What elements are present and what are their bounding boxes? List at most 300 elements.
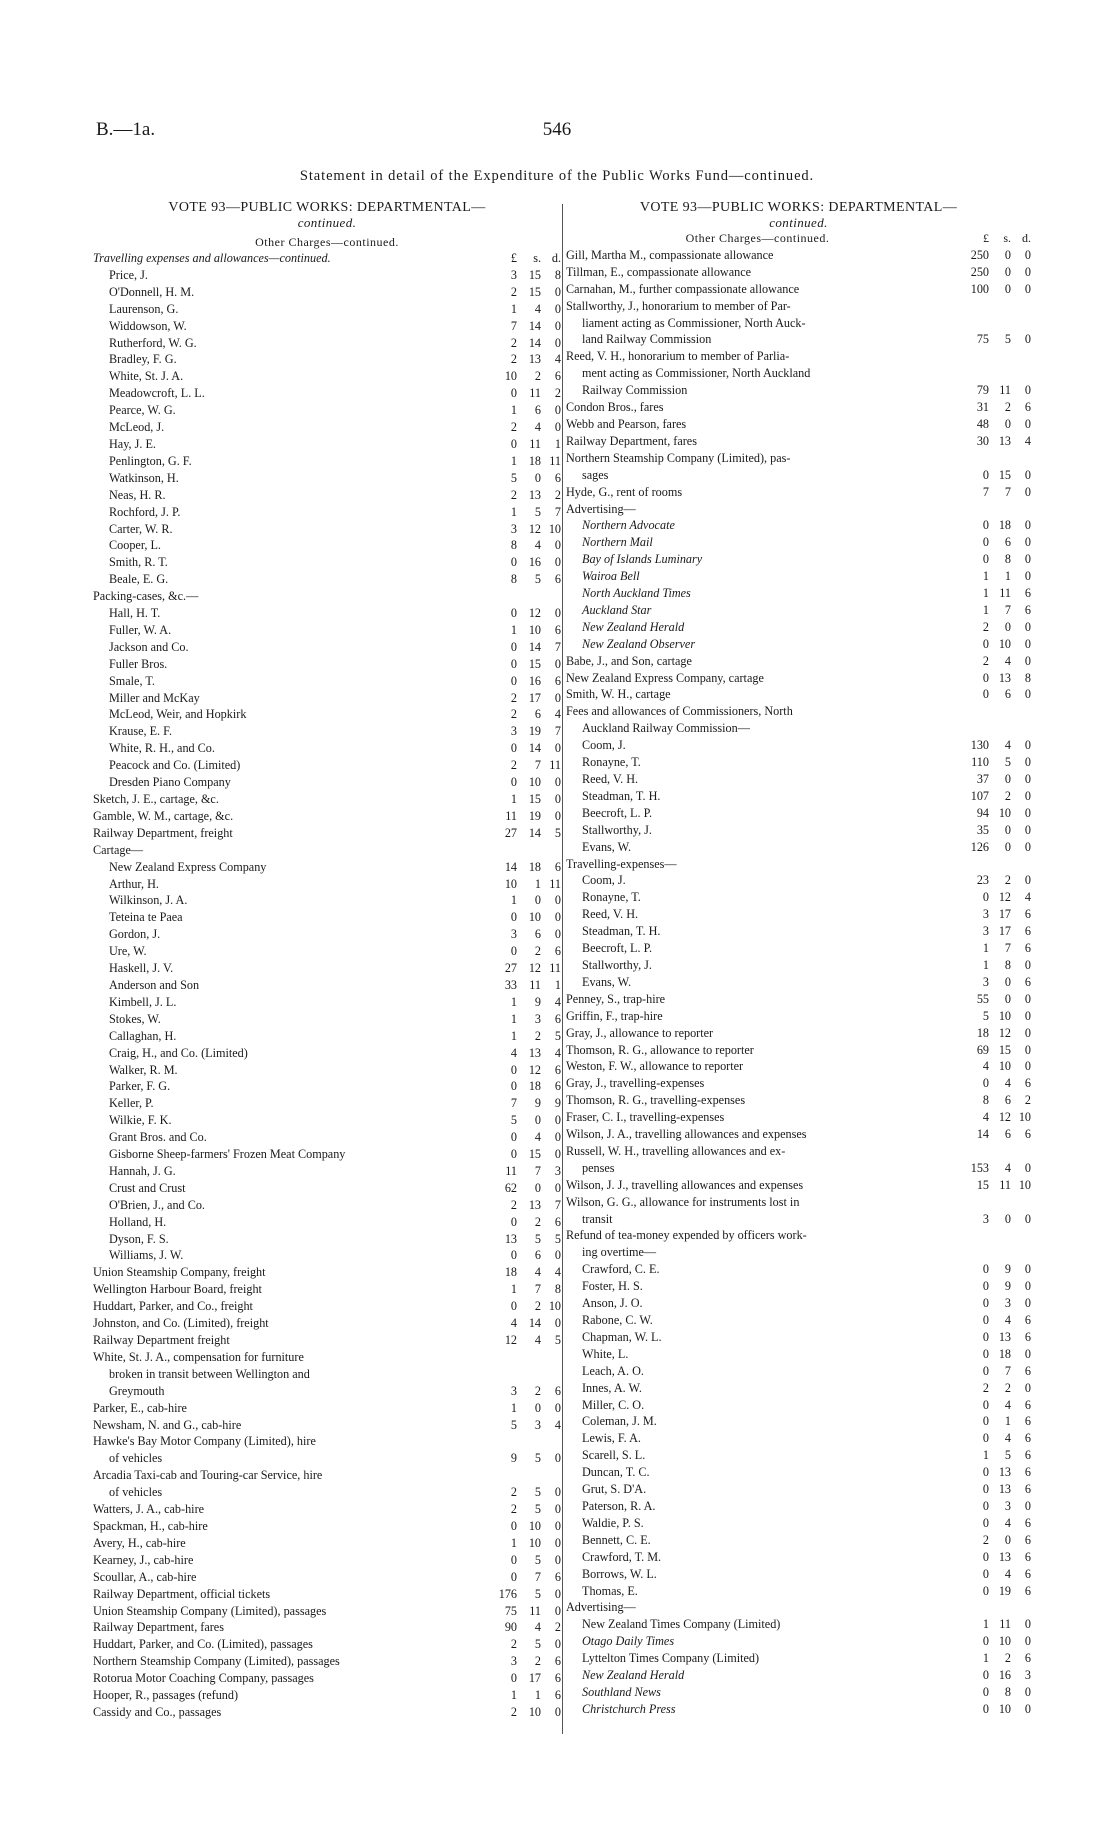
entry-amount	[949, 1616, 1031, 1633]
amount-shillings: 4	[534, 1620, 541, 1635]
amount-pence: 11	[549, 758, 561, 773]
amount-pence: 6	[1024, 1583, 1031, 1598]
ledger-entry	[93, 554, 561, 571]
amount-pounds: 1	[982, 602, 989, 617]
entry-amount	[949, 636, 1031, 653]
ledger-entry	[93, 690, 561, 707]
amount-pence: 0	[1024, 1634, 1031, 1649]
entry-description: Teteina te Paea	[109, 910, 183, 925]
amount-pounds: 153	[970, 1160, 989, 1175]
amount-shillings: 8	[1004, 552, 1011, 567]
amount-pounds: 12	[504, 1333, 517, 1347]
entry-amount	[473, 554, 561, 571]
ledger-entry	[93, 639, 561, 656]
amount-shillings: 13	[998, 1465, 1011, 1480]
entry-description: Kimbell, J. L.	[109, 994, 177, 1009]
amount-pence: 4	[554, 352, 561, 367]
amount-shillings: 18	[528, 859, 541, 874]
amount-pence: 2	[1024, 1093, 1031, 1108]
entry-amount	[473, 1028, 561, 1045]
amount-pounds: 37	[976, 772, 989, 786]
amount-pence: 0	[1024, 839, 1031, 854]
ledger-entry	[566, 737, 1031, 754]
amount-pounds: 0	[982, 552, 989, 567]
ledger-entry	[93, 402, 561, 419]
amount-pence: 0	[1024, 1617, 1031, 1632]
entry-description: Callaghan, H.	[109, 1028, 177, 1043]
amount-pounds: 0	[982, 1482, 989, 1497]
entry-description: Sketch, J. E., cartage, &c.	[93, 792, 219, 806]
entry-amount	[473, 859, 561, 876]
entry-amount	[949, 281, 1031, 298]
amount-shillings: 6	[1004, 687, 1011, 702]
amount-pounds: 1	[510, 403, 517, 418]
right-subheading-row	[566, 230, 1031, 247]
entry-amount	[949, 754, 1031, 771]
ledger-entry	[566, 1261, 1031, 1278]
amount-pounds: 0	[982, 467, 989, 482]
amount-pounds: 0	[982, 1313, 989, 1327]
amount-pounds: 250	[970, 247, 989, 262]
ledger-entry	[566, 1413, 1031, 1430]
entry-amount	[949, 517, 1031, 534]
entry-description: Crawford, T. M.	[582, 1549, 662, 1564]
entry-amount	[949, 585, 1031, 602]
ledger-entry	[566, 1616, 1031, 1633]
amount-pence: 11	[549, 453, 561, 468]
amount-pence: 0	[554, 690, 561, 705]
left-column	[93, 200, 561, 1721]
ledger-entry	[566, 281, 1031, 298]
amount-pence: 6	[1024, 1549, 1031, 1564]
amount-pence: 6	[554, 470, 561, 485]
entry-description: Wilson, J. J., travelling allowances and expenses	[566, 1177, 804, 1192]
amount-pounds: 7	[982, 484, 989, 499]
amount-pence: 0	[1024, 264, 1031, 279]
left-vote-title: VOTE 93—PUBLIC WORKS: DEPARTMENTAL—	[168, 200, 486, 215]
ledger-entry	[566, 264, 1031, 281]
ledger-entry	[93, 1298, 561, 1315]
amount-shillings: 1	[1004, 569, 1011, 584]
ledger-entry	[566, 839, 1031, 856]
entry-description: Hooper, R., passages (refund)	[93, 1688, 239, 1703]
entry-description: Fees and allowances of Commissioners, North	[566, 704, 793, 719]
amount-shillings: 7	[534, 1163, 541, 1178]
amount-pounds: 0	[510, 1147, 517, 1162]
ledger-entry	[566, 1667, 1031, 1684]
entry-amount	[949, 1583, 1031, 1600]
amount-pounds: 27	[504, 961, 517, 976]
amount-pence: 6	[554, 1214, 561, 1229]
amount-shillings: 13	[528, 1197, 541, 1212]
entry-amount	[473, 791, 561, 808]
amount-pence: 0	[1024, 788, 1031, 803]
entry-amount	[949, 1413, 1031, 1430]
amount-pounds: 2	[510, 707, 517, 722]
entry-amount	[949, 1211, 1031, 1228]
entry-description: Gisborne Sheep-farmers' Frozen Meat Company	[109, 1147, 346, 1162]
amount-pounds: 0	[510, 1299, 517, 1314]
amount-pence: 6	[1024, 1532, 1031, 1547]
amount-shillings: 10	[998, 805, 1011, 820]
entry-amount	[949, 1058, 1031, 1075]
ledger-entry	[566, 1380, 1031, 1397]
amount-pence: 0	[1024, 1279, 1031, 1294]
amount-shillings: 4	[1004, 1431, 1011, 1446]
entry-description: Borrows, W. L.	[582, 1566, 657, 1581]
amount-shillings: 14	[528, 639, 541, 654]
amount-shillings: 5	[534, 1637, 541, 1652]
ledger-entry	[566, 720, 1031, 737]
entry-amount	[473, 1552, 561, 1569]
amount-pounds: 18	[504, 1265, 517, 1280]
amount-shillings: 18	[528, 453, 541, 468]
entry-amount	[949, 1397, 1031, 1414]
amount-pounds: 0	[982, 1634, 989, 1649]
amount-shillings: 3	[1004, 1498, 1011, 1513]
entry-description: Grant Bros. and Co.	[109, 1130, 207, 1145]
entry-description: penses	[582, 1160, 615, 1175]
amount-pence: 6	[554, 1383, 561, 1398]
entry-amount	[949, 1650, 1031, 1667]
amount-pence: 0	[554, 1316, 561, 1331]
entry-description: Cassidy and Co., passages	[93, 1704, 222, 1719]
amount-pence: 6	[1024, 1465, 1031, 1480]
amount-pounds: 27	[504, 825, 517, 840]
amount-pence: 0	[554, 335, 561, 350]
entry-amount	[473, 1687, 561, 1704]
entry-description: Northern Steamship Company (Limited), pas-	[566, 450, 791, 465]
ledger-entry	[566, 1109, 1031, 1126]
ledger-entry	[566, 788, 1031, 805]
amount-shillings: 4	[1004, 1076, 1011, 1091]
entry-description: Watkinson, H.	[109, 470, 179, 485]
amount-pounds: 8	[510, 572, 517, 587]
entry-description: Bradley, F. G.	[109, 352, 177, 367]
ledger-entry	[93, 487, 561, 504]
entry-amount	[949, 331, 1031, 348]
amount-shillings: 11	[529, 436, 541, 451]
entry-amount	[473, 926, 561, 943]
entry-amount	[473, 673, 561, 690]
amount-pounds: 2	[510, 758, 517, 773]
entry-description: Railway Department freight	[93, 1333, 230, 1347]
ledger-entry	[566, 534, 1031, 551]
amount-pence: 0	[1024, 1160, 1031, 1175]
ledger-entry	[93, 1653, 561, 1670]
entry-description: Thomson, R. G., allowance to reporter	[566, 1042, 754, 1057]
entry-description: Meadowcroft, L. L.	[109, 386, 205, 401]
entry-description: Christchurch Press	[582, 1701, 676, 1716]
ledger-entry	[93, 1636, 561, 1653]
entry-description: McLeod, Weir, and Hopkirk	[109, 707, 247, 722]
amount-pounds: 0	[982, 1668, 989, 1683]
entry-description: Reed, V. H.	[582, 772, 639, 786]
ledger-entry	[566, 670, 1031, 687]
entry-description: Gamble, W. M., cartage, &c.	[93, 808, 234, 823]
amount-pounds: 3	[510, 724, 517, 739]
amount-shillings: 16	[528, 555, 541, 570]
ledger-entry	[566, 754, 1031, 771]
entry-description: Ure, W.	[109, 944, 147, 959]
ledger-entry	[566, 1244, 1031, 1261]
statement-title: Statement in detail of the Expenditure of the Public Works Fund—continued.	[299, 168, 815, 184]
amount-pounds: 0	[982, 687, 989, 702]
amount-pounds: 0	[982, 1549, 989, 1564]
entry-description: Steadman, T. H.	[582, 788, 661, 803]
amount-pounds: 1	[982, 569, 989, 584]
entry-amount	[949, 1701, 1031, 1718]
amount-pence: 0	[554, 656, 561, 671]
ledger-entry	[93, 1586, 561, 1603]
amount-pounds: 0	[510, 436, 517, 451]
ledger-entry	[566, 416, 1031, 433]
entry-amount	[949, 433, 1031, 450]
amount-pounds: 8	[982, 1093, 989, 1108]
right-vote-title: VOTE 93—PUBLIC WORKS: DEPARTMENTAL—	[639, 200, 958, 215]
amount-pence: 7	[554, 724, 561, 739]
entry-amount	[949, 416, 1031, 433]
entry-amount	[949, 1042, 1031, 1059]
entry-description: Rutherford, W. G.	[109, 335, 197, 350]
entry-amount	[473, 487, 561, 504]
entry-description: Russell, W. H., travelling allowances and ex-	[566, 1143, 786, 1158]
amount-shillings: 5	[534, 572, 541, 587]
ledger-entry	[93, 1078, 561, 1095]
ledger-entry	[566, 1025, 1031, 1042]
entry-description: Peacock and Co. (Limited)	[109, 758, 241, 773]
ledger-entry	[566, 331, 1031, 348]
amount-pence: 6	[1024, 400, 1031, 415]
amount-pence: 6	[1024, 1431, 1031, 1446]
amount-shillings: 14	[528, 1316, 541, 1331]
amount-shillings: 2	[534, 1214, 541, 1229]
amount-pence: 0	[554, 893, 561, 908]
entry-description: Smale, T.	[109, 673, 155, 688]
amount-pounds: 2	[982, 1532, 989, 1547]
amount-pence: 0	[554, 1485, 561, 1500]
entry-amount	[473, 1501, 561, 1518]
amount-pence: 0	[1024, 383, 1031, 398]
amount-shillings: 7	[534, 1569, 541, 1584]
amount-pence: 6	[554, 1688, 561, 1703]
amount-pence: 0	[1024, 636, 1031, 651]
ledger-entry	[93, 1129, 561, 1146]
amount-shillings: 11	[999, 1617, 1011, 1632]
amount-pence: 6	[554, 1671, 561, 1686]
amount-pounds: 8	[510, 538, 517, 553]
ledger-entry	[93, 605, 561, 622]
amount-shillings: 13	[998, 670, 1011, 685]
entry-description: of vehicles	[109, 1451, 163, 1466]
amount-shillings: 0	[534, 1113, 541, 1128]
entry-description: Wilkinson, J. A.	[109, 893, 188, 908]
amount-pence: 5	[554, 1231, 561, 1246]
amount-shillings: 12	[528, 961, 541, 976]
entry-amount	[949, 484, 1031, 501]
amount-shillings: 4	[1004, 653, 1011, 668]
amount-pounds: 5	[982, 1008, 989, 1023]
entry-description: Beecroft, L. P.	[582, 805, 653, 820]
entry-amount	[949, 1481, 1031, 1498]
entry-description: Gray, J., travelling-expenses	[566, 1076, 705, 1091]
amount-shillings: 6	[534, 403, 541, 418]
amount-pounds: 110	[971, 755, 989, 770]
entry-amount	[949, 1177, 1031, 1194]
entry-description: North Auckland Times	[582, 586, 691, 601]
entry-amount	[949, 1329, 1031, 1346]
entry-amount	[473, 1281, 561, 1298]
amount-shillings: 7	[1004, 1363, 1011, 1378]
ledger-entry	[93, 791, 561, 808]
amount-shillings: 15	[528, 656, 541, 671]
entry-description: White, L.	[582, 1346, 629, 1361]
amount-shillings: 10	[528, 1535, 541, 1550]
entry-amount	[949, 1380, 1031, 1397]
amount-pence: 0	[554, 1552, 561, 1567]
ledger-entry	[566, 822, 1031, 839]
amount-pounds: 5	[510, 470, 517, 485]
amount-pounds: 126	[970, 839, 989, 854]
entry-description: Crust and Crust	[109, 1180, 186, 1195]
amount-shillings: 19	[998, 1583, 1011, 1598]
entry-amount	[949, 1075, 1031, 1092]
amount-pence: 0	[1024, 653, 1031, 668]
entry-amount	[949, 1008, 1031, 1025]
amount-pence: 0	[1024, 1262, 1031, 1277]
amount-shillings: 2	[1004, 788, 1011, 803]
ledger-entry	[566, 568, 1031, 585]
amount-pence: 0	[554, 1180, 561, 1195]
amount-pence: 6	[1024, 1482, 1031, 1497]
amount-pounds: 1	[510, 994, 517, 1009]
amount-pounds: 2	[510, 420, 517, 435]
entry-amount	[949, 534, 1031, 551]
entry-description: Innes, A. W.	[582, 1380, 642, 1395]
entry-description: land Railway Commission	[582, 332, 712, 347]
entry-amount	[949, 1261, 1031, 1278]
amount-shillings: 0	[1004, 264, 1011, 279]
amount-pence: 0	[1024, 1042, 1031, 1057]
amount-pence: 0	[554, 606, 561, 621]
amount-pence: 0	[554, 284, 561, 299]
amount-pence: 6	[1024, 1448, 1031, 1463]
amount-pounds: 1	[510, 1011, 517, 1026]
entry-description: Scarell, S. L.	[582, 1448, 646, 1463]
ledger-entry	[566, 484, 1031, 501]
amount-shillings: 13	[998, 433, 1011, 448]
amount-pence: 6	[554, 673, 561, 688]
entry-amount	[473, 385, 561, 402]
currency-pence: d.	[1022, 231, 1031, 245]
entry-description: O'Donnell, H. M.	[109, 284, 195, 299]
entry-description: Arthur, H.	[109, 876, 159, 891]
amount-shillings: 12	[528, 1062, 541, 1077]
amount-shillings: 5	[534, 1451, 541, 1466]
amount-pounds: 3	[510, 267, 517, 282]
entry-description: Evans, W.	[582, 974, 632, 989]
amount-pounds: 5	[510, 1417, 517, 1432]
amount-shillings: 4	[1004, 1397, 1011, 1412]
ledger-entry	[566, 1447, 1031, 1464]
ledger-entry	[566, 686, 1031, 703]
ledger-entry	[566, 1075, 1031, 1092]
entry-description: Hall, H. T.	[109, 606, 161, 621]
entry-description: New Zealand Express Company, cartage	[566, 670, 764, 685]
entry-description: Parker, E., cab-hire	[93, 1400, 187, 1415]
amount-pence: 0	[554, 1637, 561, 1652]
ledger-entry	[566, 1008, 1031, 1025]
entry-amount	[949, 1566, 1031, 1583]
entry-description: New Zealand Times Company (Limited)	[582, 1617, 781, 1632]
amount-shillings: 8	[1004, 957, 1011, 972]
entry-amount	[473, 774, 561, 791]
amount-shillings: 4	[1004, 1160, 1011, 1175]
entry-description: Hannah, J. G.	[109, 1163, 176, 1178]
amount-pounds: 4	[982, 1110, 989, 1125]
entry-description: Miller, C. O.	[582, 1397, 645, 1412]
amount-pence: 6	[1024, 1076, 1031, 1091]
amount-pence: 0	[1024, 687, 1031, 702]
amount-pence: 0	[554, 1535, 561, 1550]
entry-description: Wilson, J. A., travelling allowances and expenses	[566, 1127, 807, 1142]
entry-amount	[473, 1180, 561, 1197]
amount-pounds: 2	[510, 1197, 517, 1212]
amount-shillings: s.	[533, 251, 541, 265]
ledger-entry	[566, 653, 1031, 670]
entry-amount	[949, 974, 1031, 991]
amount-pence: 11	[549, 876, 561, 891]
ledger-entry	[93, 368, 561, 385]
amount-pence: 0	[1024, 1025, 1031, 1040]
entry-amount	[473, 368, 561, 385]
ledger-entry	[93, 1417, 561, 1434]
amount-pence: 0	[1024, 1498, 1031, 1513]
ledger-entry	[566, 1650, 1031, 1667]
ledger-entry	[93, 419, 561, 436]
entry-description: Webb and Pearson, fares	[566, 416, 687, 431]
entry-description: Hyde, G., rent of rooms	[566, 484, 683, 499]
amount-pounds: 18	[976, 1025, 989, 1040]
amount-pence: 0	[1024, 755, 1031, 770]
ledger-entry	[93, 977, 561, 994]
entry-description: Stokes, W.	[109, 1011, 161, 1026]
ledger-entry	[566, 889, 1031, 906]
entry-amount	[473, 1197, 561, 1214]
amount-shillings: 4	[1004, 1566, 1011, 1581]
amount-pounds: 0	[982, 1279, 989, 1294]
amount-pounds: 0	[510, 775, 517, 790]
amount-shillings: 14	[528, 825, 541, 840]
entry-description: Dyson, F. S.	[109, 1231, 169, 1246]
right-column	[566, 200, 1031, 1718]
entry-amount	[473, 994, 561, 1011]
ledger-entry	[566, 1397, 1031, 1414]
amount-shillings: 6	[1004, 535, 1011, 550]
amount-shillings: 5	[534, 504, 541, 519]
amount-pence: 0	[554, 1451, 561, 1466]
ledger-entry	[93, 335, 561, 352]
ledger-entry	[93, 842, 561, 859]
ledger-entry	[566, 1346, 1031, 1363]
amount-pounds: 0	[982, 1498, 989, 1513]
amount-pounds: 0	[982, 1701, 989, 1716]
entry-amount	[949, 737, 1031, 754]
amount-pounds: 0	[982, 1465, 989, 1480]
entry-description: Fuller, W. A.	[109, 622, 172, 637]
amount-pounds: 48	[976, 416, 989, 431]
entry-description: Otago Daily Times	[582, 1634, 675, 1649]
